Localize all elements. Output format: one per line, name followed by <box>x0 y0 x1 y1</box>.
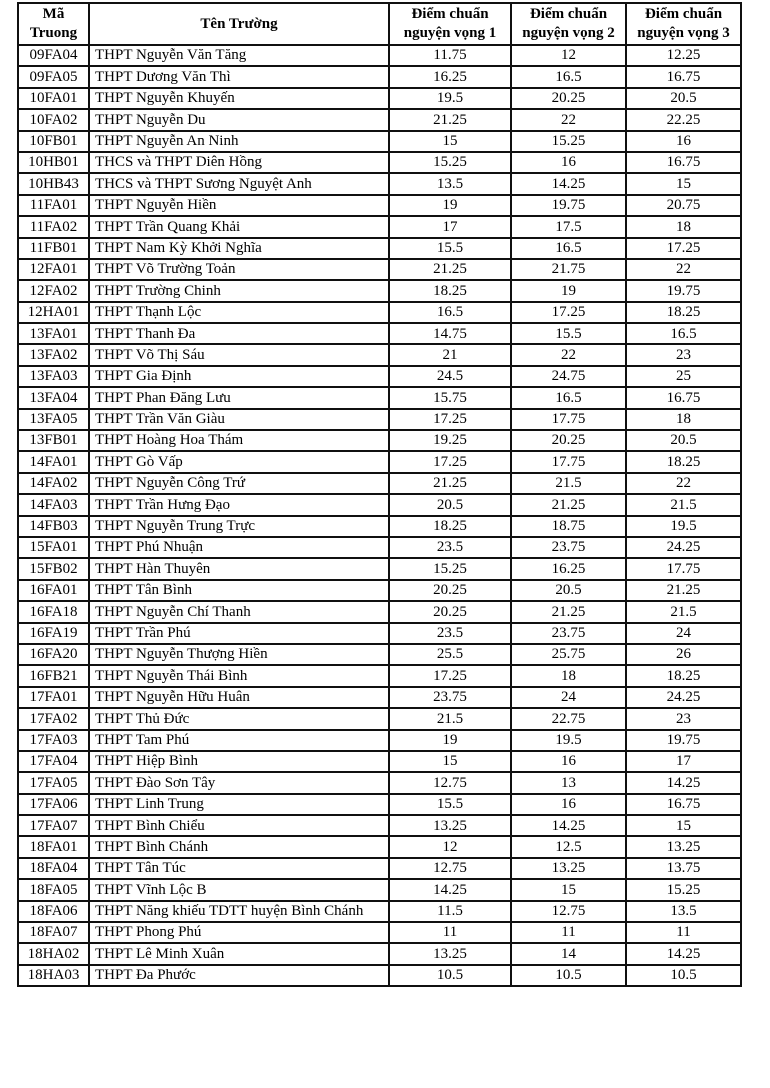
cell-school-name: THPT Phong Phú <box>89 922 389 943</box>
cell-score-wish-3: 13.5 <box>626 901 741 922</box>
table-row <box>18 901 741 922</box>
cell-score-wish-3: 22 <box>626 473 741 494</box>
cell-score-wish-2: 24 <box>511 687 626 708</box>
cell-school-name: THPT Nguyễn Trung Trực <box>89 516 389 537</box>
cell-score-wish-2: 15 <box>511 879 626 900</box>
cell-score-wish-3: 20.75 <box>626 195 741 216</box>
cell-score-wish-3: 24.25 <box>626 537 741 558</box>
cell-school-name: THPT Nguyễn Hiền <box>89 195 389 216</box>
table-row <box>18 794 741 815</box>
cell-school-code: 16FA18 <box>18 601 89 622</box>
cell-school-name: THPT Tam Phú <box>89 730 389 751</box>
cell-score-wish-1: 15.25 <box>389 152 511 173</box>
table-row <box>18 516 741 537</box>
cell-score-wish-2: 24.75 <box>511 366 626 387</box>
cell-school-name: THPT Trần Văn Giàu <box>89 409 389 430</box>
cell-school-code: 16FA20 <box>18 644 89 665</box>
column-header-school-name: Tên Trường <box>89 3 389 45</box>
cell-score-wish-1: 19.25 <box>389 430 511 451</box>
cell-score-wish-2: 16 <box>511 751 626 772</box>
table-row <box>18 751 741 772</box>
cell-score-wish-1: 21.25 <box>389 109 511 130</box>
cell-score-wish-2: 13 <box>511 772 626 793</box>
cell-score-wish-3: 18 <box>626 409 741 430</box>
cell-school-name: THPT Võ Trường Toản <box>89 259 389 280</box>
column-header-school-code: Mã Truong <box>18 3 89 45</box>
cell-school-name: THPT Võ Thị Sáu <box>89 344 389 365</box>
cell-score-wish-3: 15.25 <box>626 879 741 900</box>
table-row <box>18 451 741 472</box>
table-row <box>18 387 741 408</box>
cell-score-wish-2: 16 <box>511 152 626 173</box>
cell-score-wish-2: 10.5 <box>511 965 626 986</box>
cell-score-wish-1: 11.75 <box>389 45 511 66</box>
cell-score-wish-2: 12.5 <box>511 836 626 857</box>
cell-school-name: THPT Trần Quang Khải <box>89 216 389 237</box>
cell-school-code: 13FA02 <box>18 344 89 365</box>
cell-score-wish-3: 23 <box>626 708 741 729</box>
cell-school-name: THPT Vĩnh Lộc B <box>89 879 389 900</box>
cell-school-code: 17FA03 <box>18 730 89 751</box>
cell-score-wish-2: 21.25 <box>511 494 626 515</box>
cell-score-wish-3: 22 <box>626 259 741 280</box>
cell-score-wish-1: 13.5 <box>389 173 511 194</box>
cell-school-code: 18FA07 <box>18 922 89 943</box>
table-body <box>18 45 741 986</box>
cell-school-code: 13FA04 <box>18 387 89 408</box>
cell-score-wish-3: 10.5 <box>626 965 741 986</box>
cell-school-name: THPT Nguyễn Hữu Huân <box>89 687 389 708</box>
cell-score-wish-1: 19 <box>389 730 511 751</box>
cell-score-wish-2: 22 <box>511 344 626 365</box>
cell-score-wish-1: 13.25 <box>389 815 511 836</box>
cell-school-code: 10HB01 <box>18 152 89 173</box>
cell-school-name: THPT Trần Phú <box>89 623 389 644</box>
cell-score-wish-1: 24.5 <box>389 366 511 387</box>
table-row <box>18 665 741 686</box>
cell-score-wish-2: 14 <box>511 943 626 964</box>
table-row <box>18 216 741 237</box>
cell-score-wish-3: 16.75 <box>626 387 741 408</box>
cell-school-name: THPT Hàn Thuyên <box>89 558 389 579</box>
cell-school-code: 17FA05 <box>18 772 89 793</box>
cell-score-wish-1: 17.25 <box>389 451 511 472</box>
table-row <box>18 280 741 301</box>
cell-school-code: 10FB01 <box>18 131 89 152</box>
cell-score-wish-2: 18 <box>511 665 626 686</box>
cell-school-name: THPT Trần Hưng Đạo <box>89 494 389 515</box>
cell-score-wish-2: 19.75 <box>511 195 626 216</box>
cell-score-wish-1: 21.25 <box>389 473 511 494</box>
cell-score-wish-3: 24.25 <box>626 687 741 708</box>
table-row <box>18 558 741 579</box>
admission-scores-table <box>17 2 742 987</box>
cell-school-name: THPT Thạnh Lộc <box>89 302 389 323</box>
table-row <box>18 131 741 152</box>
table-row <box>18 580 741 601</box>
cell-score-wish-1: 21 <box>389 344 511 365</box>
cell-school-code: 15FB02 <box>18 558 89 579</box>
cell-school-code: 18FA01 <box>18 836 89 857</box>
table-row <box>18 623 741 644</box>
cell-school-name: THPT Nguyễn Du <box>89 109 389 130</box>
cell-score-wish-3: 22.25 <box>626 109 741 130</box>
cell-score-wish-2: 15.25 <box>511 131 626 152</box>
cell-school-name: THPT Năng khiếu TDTT huyện Bình Chánh <box>89 901 389 922</box>
cell-score-wish-2: 16.5 <box>511 238 626 259</box>
cell-school-name: THPT Đào Sơn Tây <box>89 772 389 793</box>
cell-school-name: THPT Phan Đăng Lưu <box>89 387 389 408</box>
cell-school-name: THPT Nam Kỳ Khởi Nghĩa <box>89 238 389 259</box>
table-row <box>18 708 741 729</box>
cell-score-wish-3: 20.5 <box>626 430 741 451</box>
cell-score-wish-3: 23 <box>626 344 741 365</box>
cell-score-wish-1: 21.5 <box>389 708 511 729</box>
cell-school-code: 12FA02 <box>18 280 89 301</box>
cell-score-wish-1: 21.25 <box>389 259 511 280</box>
cell-school-code: 11FA01 <box>18 195 89 216</box>
cell-score-wish-2: 16.5 <box>511 387 626 408</box>
cell-score-wish-1: 10.5 <box>389 965 511 986</box>
cell-school-code: 18FA05 <box>18 879 89 900</box>
cell-score-wish-1: 14.75 <box>389 323 511 344</box>
cell-school-name: THPT Đa Phước <box>89 965 389 986</box>
cell-school-code: 12FA01 <box>18 259 89 280</box>
cell-school-name: THPT Nguyễn Công Trứ <box>89 473 389 494</box>
cell-score-wish-2: 22 <box>511 109 626 130</box>
cell-score-wish-1: 15.5 <box>389 794 511 815</box>
column-header-benchmark-wish-3: Điểm chuẩn nguyện vọng 3 <box>626 3 741 45</box>
cell-score-wish-1: 14.25 <box>389 879 511 900</box>
cell-score-wish-2: 21.25 <box>511 601 626 622</box>
cell-score-wish-3: 16.75 <box>626 794 741 815</box>
cell-school-code: 15FA01 <box>18 537 89 558</box>
cell-score-wish-1: 17.25 <box>389 665 511 686</box>
cell-score-wish-2: 12.75 <box>511 901 626 922</box>
cell-score-wish-1: 23.75 <box>389 687 511 708</box>
cell-school-name: THPT Hoàng Hoa Thám <box>89 430 389 451</box>
cell-school-code: 16FA19 <box>18 623 89 644</box>
cell-school-code: 10HB43 <box>18 173 89 194</box>
cell-score-wish-1: 15 <box>389 751 511 772</box>
cell-score-wish-1: 20.25 <box>389 601 511 622</box>
cell-score-wish-3: 18.25 <box>626 451 741 472</box>
cell-score-wish-1: 16.25 <box>389 66 511 87</box>
cell-school-name: THPT Bình Chánh <box>89 836 389 857</box>
table-row <box>18 858 741 879</box>
cell-score-wish-2: 15.5 <box>511 323 626 344</box>
cell-score-wish-3: 18.25 <box>626 302 741 323</box>
table-row <box>18 644 741 665</box>
cell-score-wish-3: 21.5 <box>626 601 741 622</box>
cell-score-wish-3: 16.75 <box>626 66 741 87</box>
table-row <box>18 109 741 130</box>
cell-score-wish-3: 19.75 <box>626 730 741 751</box>
cell-score-wish-2: 18.75 <box>511 516 626 537</box>
cell-score-wish-1: 15.25 <box>389 558 511 579</box>
cell-score-wish-2: 21.5 <box>511 473 626 494</box>
cell-score-wish-3: 21.5 <box>626 494 741 515</box>
cell-score-wish-3: 17.25 <box>626 238 741 259</box>
cell-score-wish-2: 22.75 <box>511 708 626 729</box>
table-row <box>18 66 741 87</box>
cell-school-code: 17FA04 <box>18 751 89 772</box>
cell-school-code: 11FB01 <box>18 238 89 259</box>
cell-score-wish-1: 17 <box>389 216 511 237</box>
cell-school-code: 13FA03 <box>18 366 89 387</box>
table-row <box>18 473 741 494</box>
cell-score-wish-2: 14.25 <box>511 815 626 836</box>
cell-score-wish-3: 19.75 <box>626 280 741 301</box>
cell-school-name: THPT Bình Chiểu <box>89 815 389 836</box>
cell-school-code: 11FA02 <box>18 216 89 237</box>
cell-score-wish-1: 20.25 <box>389 580 511 601</box>
cell-score-wish-1: 19 <box>389 195 511 216</box>
cell-score-wish-3: 16.75 <box>626 152 741 173</box>
cell-score-wish-2: 17.5 <box>511 216 626 237</box>
cell-score-wish-1: 17.25 <box>389 409 511 430</box>
cell-score-wish-2: 14.25 <box>511 173 626 194</box>
cell-school-code: 13FB01 <box>18 430 89 451</box>
cell-score-wish-3: 11 <box>626 922 741 943</box>
table-row <box>18 494 741 515</box>
cell-score-wish-2: 16 <box>511 794 626 815</box>
cell-school-name: THPT Linh Trung <box>89 794 389 815</box>
cell-score-wish-3: 19.5 <box>626 516 741 537</box>
cell-score-wish-2: 25.75 <box>511 644 626 665</box>
cell-school-name: THPT Dương Văn Thì <box>89 66 389 87</box>
cell-score-wish-3: 17.75 <box>626 558 741 579</box>
table-row <box>18 815 741 836</box>
cell-school-name: THPT Trường Chinh <box>89 280 389 301</box>
table-row <box>18 366 741 387</box>
cell-school-name: THPT Thanh Đa <box>89 323 389 344</box>
cell-school-code: 17FA01 <box>18 687 89 708</box>
cell-school-name: THPT Gia Định <box>89 366 389 387</box>
cell-score-wish-2: 20.25 <box>511 88 626 109</box>
cell-school-code: 17FA06 <box>18 794 89 815</box>
cell-score-wish-3: 16.5 <box>626 323 741 344</box>
cell-school-name: THPT Nguyễn Thái Bình <box>89 665 389 686</box>
cell-score-wish-1: 12 <box>389 836 511 857</box>
cell-score-wish-2: 16.25 <box>511 558 626 579</box>
table-row <box>18 88 741 109</box>
cell-score-wish-1: 20.5 <box>389 494 511 515</box>
cell-school-code: 14FB03 <box>18 516 89 537</box>
cell-score-wish-1: 15.5 <box>389 238 511 259</box>
table-row <box>18 344 741 365</box>
cell-school-code: 18HA03 <box>18 965 89 986</box>
table-row <box>18 965 741 986</box>
table-row <box>18 772 741 793</box>
cell-score-wish-3: 15 <box>626 815 741 836</box>
cell-score-wish-1: 12.75 <box>389 772 511 793</box>
cell-score-wish-1: 15 <box>389 131 511 152</box>
cell-score-wish-2: 20.5 <box>511 580 626 601</box>
table-row <box>18 409 741 430</box>
cell-score-wish-2: 16.5 <box>511 66 626 87</box>
cell-school-code: 13FA05 <box>18 409 89 430</box>
cell-score-wish-3: 16 <box>626 131 741 152</box>
cell-score-wish-2: 19 <box>511 280 626 301</box>
cell-score-wish-1: 23.5 <box>389 623 511 644</box>
cell-school-name: THPT Nguyễn Khuyến <box>89 88 389 109</box>
cell-score-wish-3: 17 <box>626 751 741 772</box>
cell-school-name: THPT Nguyễn An Ninh <box>89 131 389 152</box>
cell-school-code: 10FA01 <box>18 88 89 109</box>
cell-school-name: THPT Gò Vấp <box>89 451 389 472</box>
cell-score-wish-1: 23.5 <box>389 537 511 558</box>
cell-score-wish-1: 25.5 <box>389 644 511 665</box>
cell-score-wish-3: 26 <box>626 644 741 665</box>
cell-score-wish-1: 12.75 <box>389 858 511 879</box>
table-row <box>18 45 741 66</box>
cell-score-wish-3: 18.25 <box>626 665 741 686</box>
cell-score-wish-2: 17.25 <box>511 302 626 323</box>
cell-school-code: 09FA05 <box>18 66 89 87</box>
cell-school-name: THPT Hiệp Bình <box>89 751 389 772</box>
cell-school-code: 16FA01 <box>18 580 89 601</box>
cell-school-name: THPT Nguyễn Thượng Hiền <box>89 644 389 665</box>
cell-score-wish-1: 11 <box>389 922 511 943</box>
cell-score-wish-3: 21.25 <box>626 580 741 601</box>
table-row <box>18 430 741 451</box>
cell-school-name: THPT Nguyễn Chí Thanh <box>89 601 389 622</box>
cell-score-wish-1: 18.25 <box>389 280 511 301</box>
table-row <box>18 601 741 622</box>
cell-school-code: 17FA07 <box>18 815 89 836</box>
cell-school-code: 12HA01 <box>18 302 89 323</box>
cell-school-code: 14FA01 <box>18 451 89 472</box>
table-header <box>18 3 741 45</box>
cell-score-wish-3: 14.25 <box>626 943 741 964</box>
cell-school-name: THPT Tân Bình <box>89 580 389 601</box>
cell-score-wish-3: 18 <box>626 216 741 237</box>
cell-score-wish-3: 15 <box>626 173 741 194</box>
table-row <box>18 687 741 708</box>
table-row <box>18 323 741 344</box>
cell-score-wish-2: 11 <box>511 922 626 943</box>
column-header-benchmark-wish-2: Điểm chuẩn nguyện vọng 2 <box>511 3 626 45</box>
table-row <box>18 943 741 964</box>
cell-school-code: 18FA04 <box>18 858 89 879</box>
cell-school-code: 14FA03 <box>18 494 89 515</box>
cell-school-name: THCS và THPT Sương Nguyệt Anh <box>89 173 389 194</box>
cell-school-name: THPT Phú Nhuận <box>89 537 389 558</box>
cell-score-wish-1: 18.25 <box>389 516 511 537</box>
cell-school-code: 10FA02 <box>18 109 89 130</box>
cell-school-code: 09FA04 <box>18 45 89 66</box>
cell-score-wish-2: 21.75 <box>511 259 626 280</box>
cell-score-wish-2: 17.75 <box>511 409 626 430</box>
cell-school-code: 18FA06 <box>18 901 89 922</box>
cell-score-wish-2: 19.5 <box>511 730 626 751</box>
cell-school-name: THPT Nguyễn Văn Tăng <box>89 45 389 66</box>
table-row <box>18 922 741 943</box>
cell-score-wish-2: 23.75 <box>511 623 626 644</box>
table-row <box>18 173 741 194</box>
cell-school-name: THPT Tân Túc <box>89 858 389 879</box>
table-row <box>18 879 741 900</box>
cell-score-wish-3: 14.25 <box>626 772 741 793</box>
cell-school-code: 13FA01 <box>18 323 89 344</box>
cell-score-wish-2: 13.25 <box>511 858 626 879</box>
table-row <box>18 195 741 216</box>
cell-score-wish-3: 20.5 <box>626 88 741 109</box>
table-row <box>18 537 741 558</box>
table-row <box>18 152 741 173</box>
cell-score-wish-3: 24 <box>626 623 741 644</box>
cell-score-wish-1: 15.75 <box>389 387 511 408</box>
cell-score-wish-2: 17.75 <box>511 451 626 472</box>
cell-score-wish-3: 13.75 <box>626 858 741 879</box>
cell-school-code: 14FA02 <box>18 473 89 494</box>
cell-score-wish-1: 11.5 <box>389 901 511 922</box>
cell-score-wish-2: 12 <box>511 45 626 66</box>
cell-score-wish-3: 12.25 <box>626 45 741 66</box>
table-row <box>18 302 741 323</box>
cell-school-code: 18HA02 <box>18 943 89 964</box>
cell-score-wish-2: 23.75 <box>511 537 626 558</box>
cell-school-code: 16FB21 <box>18 665 89 686</box>
cell-score-wish-1: 16.5 <box>389 302 511 323</box>
cell-school-name: THPT Lê Minh Xuân <box>89 943 389 964</box>
cell-school-name: THCS và THPT Diên Hồng <box>89 152 389 173</box>
cell-score-wish-3: 25 <box>626 366 741 387</box>
cell-score-wish-1: 19.5 <box>389 88 511 109</box>
cell-score-wish-2: 20.25 <box>511 430 626 451</box>
table-row <box>18 238 741 259</box>
cell-school-name: THPT Thủ Đức <box>89 708 389 729</box>
table-row <box>18 259 741 280</box>
table-row <box>18 730 741 751</box>
table-row <box>18 836 741 857</box>
cell-school-code: 17FA02 <box>18 708 89 729</box>
cell-score-wish-3: 13.25 <box>626 836 741 857</box>
header-row <box>18 3 741 45</box>
cell-score-wish-1: 13.25 <box>389 943 511 964</box>
column-header-benchmark-wish-1: Điểm chuẩn nguyện vọng 1 <box>389 3 511 45</box>
